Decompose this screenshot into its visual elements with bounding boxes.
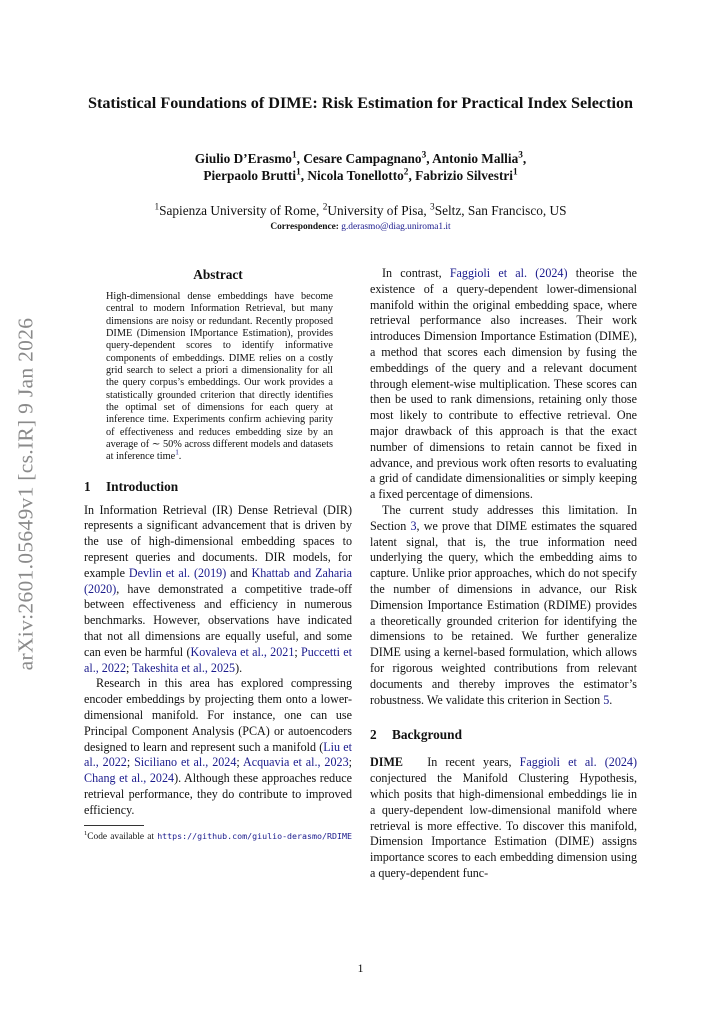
arxiv-stamp-text: arXiv:2601.05649v1 [cs.IR] 9 Jan 2026	[13, 317, 38, 671]
text-run: , we prove that DIME estimates the squared latent signal, that is, the true information need underlying the query, which the embedding aims to capture. Unlike prior approaches, which do not specify the number of dimensions in advance, our Risk Dimension Importance Estimation (RDIME) provides a theoretically grounded criterion for identifying the dimensions to be retained. We further generalize DIME using a kernel-based formulation, which allows for rigorous weighted contributions from relevant documents and thereby improves the estimator’s robustness. We validate this criterion in Section	[370, 518, 637, 707]
affiliation-number: 2	[322, 202, 328, 213]
section-number: 1	[84, 478, 91, 494]
citation-link[interactable]: Faggioli et al. (2024)	[449, 266, 568, 280]
author-name: Cesare Campagnano	[303, 151, 422, 166]
background-paragraph	[370, 755, 637, 881]
abstract-body: High-dimensional dense embeddings have become central to modern Information Retrieval, but many dimensions are noisy or redundant. Recently proposed DIME (Dimension IMportance Estimation), provides query-dependent scores to identify informative components of embeddings. DIME relies on a costly grid search to select a priori a dimensionality for all the query corpus’s embeddings. Our work provides a statistically grounded criterion that directly identifies the optimal set of dimensions for each query at inference time. Experiments confirm achieving parity of effectiveness and reduces embedding size by an average of ∼ 50% across different models and datasets at inference time	[106, 291, 333, 463]
footnote-number: 1	[84, 829, 88, 837]
citation-link[interactable]: Liu et al., 2022	[84, 739, 352, 770]
contrast-paragraph	[370, 266, 637, 503]
citation-link[interactable]: Acquavia et al., 2023	[242, 755, 349, 770]
section-title: Background	[392, 727, 462, 743]
page-number: 1	[357, 961, 364, 975]
affiliation-text: University of Pisa,	[327, 203, 431, 218]
run-in-heading: DIME	[370, 755, 403, 770]
intro-paragraph-1	[84, 503, 352, 677]
affiliation-marker: 1	[512, 167, 518, 178]
text-run: conjectured the Manifold Clustering Hypothesis, which posits that high-dimensional embeddings lie in a query-dependent low-dimensional manifold where retrieval is more effective. To discover this manifold, Dimension Importance Estimation (DIME) assigns importance scores to each embedding dimension using a query-dependent func-	[370, 771, 637, 880]
section-number: 2	[370, 727, 377, 743]
author-list: Giulio D’Erasmo$^1$, Cesare Campagnano$^3$, Antonio Mallia$^3$, Pierpaolo Brutti$^1$, Nicola Tonellotto$^2$, Fabrizio Silvestri$^1$	[194, 150, 527, 183]
section-heading-background	[370, 726, 637, 743]
citation-link[interactable]: Khattab and Zaharia (2020)	[84, 565, 352, 596]
citation-link[interactable]: Devlin et al. (2019)	[128, 565, 227, 580]
author-name: Fabrizio Silvestri	[415, 168, 513, 183]
footnote-marker-link[interactable]: 1	[175, 448, 179, 457]
text-run: .	[609, 692, 613, 707]
section-ref-link[interactable]: 5	[603, 692, 610, 707]
text-run: and	[226, 565, 252, 580]
author-name: Pierpaolo Brutti	[203, 168, 297, 183]
text-run: In Information Retrieval (IR) Dense Retrieval (DIR) represents a significant advancement that is driven by the use of high-dimensional embedding spaces to represent queries and documents. DIR models, for example	[84, 502, 352, 580]
correspondence-email-link[interactable]: g.derasmo@diag.uniroma1.it	[341, 222, 451, 232]
section-title: Introduction	[106, 478, 179, 494]
left-column	[84, 266, 352, 843]
paper-title: Statistical Foundations of DIME: Risk Estimation for Practical Index Selection	[87, 94, 634, 112]
abstract-end: .	[178, 451, 182, 463]
abstract-text	[106, 291, 333, 464]
affiliation-marker: 2	[403, 167, 409, 178]
footnote-text: Code available at	[87, 831, 158, 842]
citation-link[interactable]: Kovaleva et al., 2021	[190, 644, 295, 659]
affiliation-text: Seltz, San Francisco, US	[434, 203, 567, 218]
text-run: ;	[348, 755, 352, 770]
text-run: ). Although these approaches reduce retrieval performance, they do contribute to improved efficiency.	[84, 771, 352, 817]
section-heading-introduction	[84, 478, 352, 495]
affiliations	[84, 202, 637, 219]
text-run: ;	[126, 660, 133, 675]
text-run: Research in this area has explored compressing encoder embeddings by projecting them onto a lower-dimensional manifold. For instance, one can use Principal Component Analysis (PCA) or autoencoders designed to learn and represent such a manifold (	[84, 676, 352, 754]
citation-link[interactable]: Puccetti et al., 2022	[84, 644, 352, 675]
correspondence	[84, 221, 637, 233]
right-column	[370, 266, 637, 882]
arxiv-identifier-stamp	[8, 308, 44, 680]
text-run: In recent years,	[427, 755, 520, 770]
correspondence-label: Correspondence:	[270, 222, 339, 232]
text-run: The current study addresses this limitation. In Section	[370, 502, 637, 533]
author-name: Giulio D’Erasmo	[194, 151, 292, 166]
citation-link[interactable]: Siciliano et al., 2024	[134, 755, 237, 770]
code-repo-link[interactable]: https://github.com/giulio-derasmo/RDIME	[157, 830, 352, 841]
section-ref-link[interactable]: 3	[410, 518, 417, 533]
affiliation-marker: 1	[296, 167, 301, 178]
text-run: ).	[235, 660, 243, 675]
intro-paragraph-2	[84, 676, 352, 818]
affiliation-text: Sapienza University of Rome,	[159, 203, 323, 218]
footnote-code	[84, 830, 352, 843]
current-study-paragraph	[370, 503, 637, 708]
citation-link[interactable]: Takeshita et al., 2025	[132, 660, 236, 675]
text-run: In contrast,	[382, 266, 450, 280]
text-run: , have demonstrated a competitive trade-off between effectiveness and efficiency in numerous benchmarks. However, observations have indicated that not all dimensions are equally useful, and some can even be harmful (	[84, 581, 352, 659]
author-name: Antonio Mallia	[432, 151, 519, 166]
footnote-divider	[84, 825, 144, 826]
text-run: ;	[294, 644, 302, 659]
affiliation-marker: 3	[518, 150, 523, 161]
text-run: theorise the existence of a query-dependent lower-dimensional manifold within the original embedding space, where retrieval performance also increases. Their work introduces Dimension Importance Estimation (DIME), a method that scores each dimension by fusing the embeddings of the query and a relevant document through element-wise multiplication. These scores can then be used to rank dimensions, retaining only those most likely to contribute to effective retrieval. One major drawback of this approach is that the exact number of dimensions to retain cannot be fixed in advance, and previous work often resorts to evaluating a grid of candidate dimensionalities or simply keeping a fixed percentage of dimensions.	[370, 266, 637, 502]
author-name: Nicola Tonellotto	[307, 168, 404, 183]
text-run: ;	[126, 755, 135, 770]
affiliation-number: 3	[430, 202, 435, 213]
abstract-heading: Abstract	[193, 267, 243, 282]
text-run: ;	[236, 755, 243, 770]
affiliation-marker: 3	[421, 150, 427, 161]
affiliation-number: 1	[154, 202, 160, 213]
citation-link[interactable]: Chang et al., 2024	[84, 771, 175, 786]
citation-link[interactable]: Faggioli et al. (2024)	[519, 755, 637, 770]
affiliation-marker: 1	[291, 150, 297, 161]
